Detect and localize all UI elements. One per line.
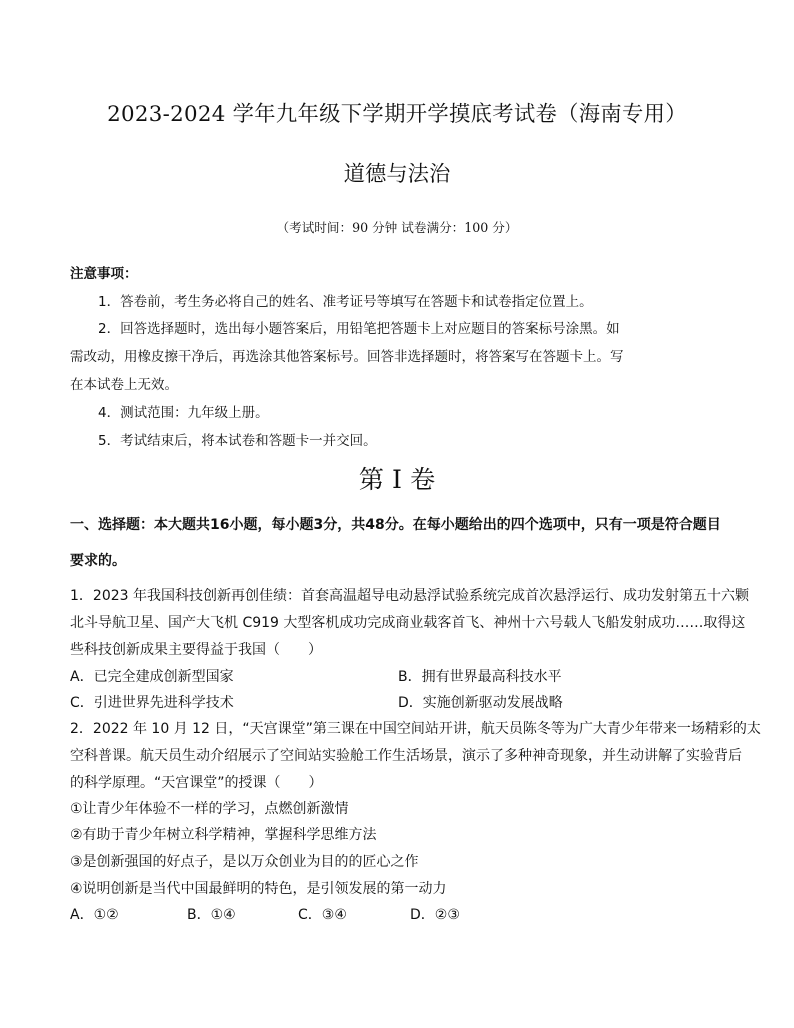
notice-heading: 注意事项： [70,266,138,282]
volume-heading: 第 I 卷 [358,465,436,494]
question-2-statement: ①让青少年体验不一样的学习，点燃创新激情 [70,801,349,817]
question-2-statement: ③是创新强国的好点子，是以万众创业为目的的匠心之作 [70,854,419,870]
notice-item: 1．答卷前，考生务必将自己的姓名、准考证号等填写在答题卡和试卷指定位置上。 [98,294,593,310]
question-2-line: 的科学原理。“天宫课堂”的授课（ ） [70,775,323,791]
question-1-line: 些科技创新成果主要得益于我国（ ） [70,642,322,658]
notice-item: 需改动，用橡皮擦干净后，再选涂其他答案标号。回答非选择题时，将答案写在答题卡上。写 [70,349,624,365]
notice-item: 2．回答选择题时，选出每小题答案后，用铅笔把答题卡上对应题目的答案标号涂黑。如 [98,321,620,337]
question-1-option-b: B．拥有世界最高科技水平 [398,669,562,685]
question-2-statement: ④说明创新是当代中国最鲜明的特色，是引领发展的第一动力 [70,881,447,897]
question-1-line: 北斗导航卫星、国产大飞机 C919 大型客机成功完成商业载客首飞、神州十六号载人飞船发射成功……取得这 [70,615,746,631]
notice-item: 5．考试结束后，将本试卷和答题卡一并交回。 [98,433,377,449]
question-2-option-b: B．①④ [187,907,236,923]
question-2-option-c: C．③④ [298,907,347,923]
notice-item: 在本试卷上无效。 [70,377,178,393]
question-2-line: 2．2022 年 10 月 12 日，“天宫课堂”第三课在中国空间站开讲，航天员陈冬等为广大青少年带来一场精彩的太 [70,721,761,737]
question-2-line: 空科普课。航天员生动介绍展示了空间站实验舱工作生活场景，演示了多种神奇现象，并生动讲解了实验背后 [70,748,742,764]
section-heading: 一、选择题：本大题共16小题，每小题3分，共48分。在每小题给出的四个选项中，只有一项是符合题目 [70,517,721,533]
question-2-statement: ②有助于青少年树立科学精神，掌握科学思维方法 [70,827,377,843]
question-1-option-c: C．引进世界先进科学技术 [70,695,234,711]
exam-title: 2023-2024 学年九年级下学期开学摸底考试卷（海南专用） [107,102,687,127]
question-1-option-d: D．实施创新驱动发展战略 [398,695,563,711]
notice-item: 4．测试范围：九年级上册。 [98,405,269,421]
question-1-line: 1．2023 年我国科技创新再创佳绩：首套高温超导电动悬浮试验系统完成首次悬浮运行、成功发射第五十六颗 [70,588,749,604]
subject-title: 道德与法治 [343,162,451,187]
exam-meta: （考试时间：90 分钟 试卷满分：100 分） [276,220,518,235]
question-2-option-a: A．①② [70,907,119,923]
section-heading-cont: 要求的。 [70,553,126,569]
question-1-option-a: A．已完全建成创新型国家 [70,669,234,685]
question-2-option-d: D．②③ [410,907,460,923]
